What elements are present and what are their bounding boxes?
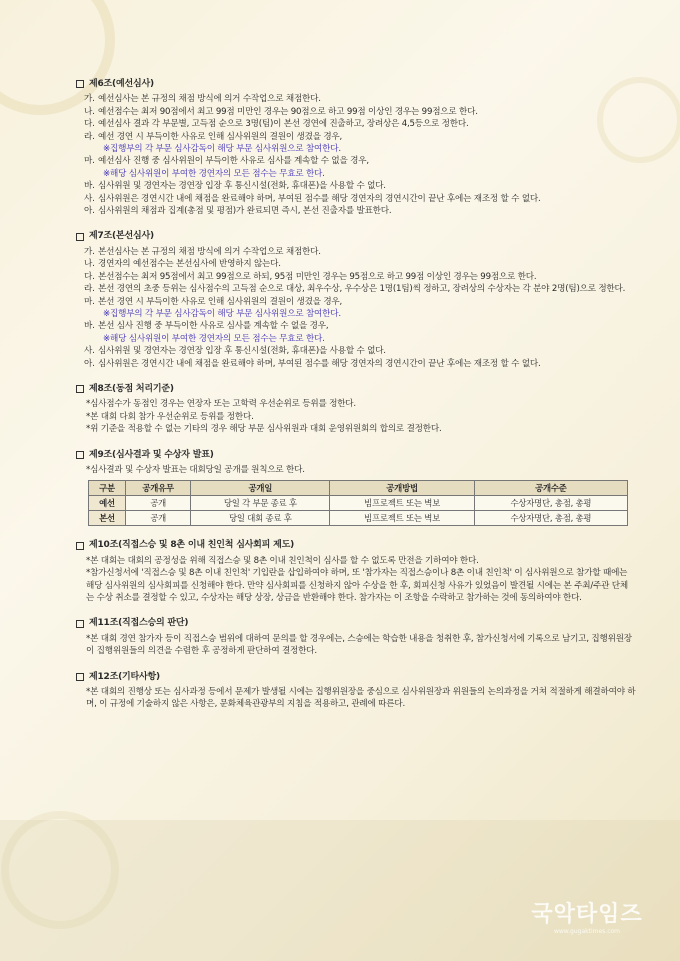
section-title: [76, 449, 636, 461]
note-text: ※해당 심사위원이 부여한 경연자의 모든 점수는 무효로 한다.: [103, 168, 325, 179]
table-cell: 수상자명단, 총점, 총평: [474, 511, 627, 526]
list-item: [76, 193, 636, 205]
section: [76, 78, 636, 217]
list-item-text: 심사위원 및 경연자는 경연장 입장 후 통신시설(전화, 휴대폰)을 사용할 수 없다.: [98, 181, 386, 192]
list-item: [76, 320, 636, 332]
list-item-text: 심사위원 및 경연자는 경연장 입장 후 통신시설(전화, 휴대폰)을 사용할 수 없다.: [98, 346, 386, 357]
list-marker: 가.: [84, 246, 95, 257]
list-marker: 아.: [84, 206, 95, 217]
checkbox-square-icon: [76, 385, 84, 393]
table-header-cell: 공개일: [191, 481, 330, 496]
list-item-text: 본선 경연 시 부득이한 사유로 인해 심사위원의 결원이 생겼을 경우,: [98, 296, 343, 307]
table-header-cell: 공개방법: [330, 481, 474, 496]
list-item: [76, 345, 636, 357]
list-marker: 마.: [84, 156, 95, 167]
table-row: [89, 496, 628, 511]
section: [76, 671, 636, 711]
list-marker: 사.: [84, 346, 95, 357]
table-row: [89, 511, 628, 526]
watermark-name: 국악타임즈: [531, 902, 643, 927]
table-header-cell: 공개유무: [126, 481, 191, 496]
table-cell: 공개: [126, 511, 191, 526]
clause-text: *심사점수가 동점인 경우는 연장자 또는 고학력 우선순위로 등위를 정한다.: [86, 399, 356, 410]
list-marker: 다.: [84, 119, 95, 130]
section: [76, 539, 636, 604]
regulation-body: [76, 78, 636, 724]
section-title-text: 제10조(직접스승 및 8촌 이내 친인척 심사회피 제도): [89, 540, 295, 551]
note-text: ※집행부의 각 부문 심사감독이 해당 부문 심사위원으로 참여한다.: [103, 308, 341, 319]
list-item-text: 심사위원은 경연시간 내에 채점을 완료해야 하며, 부여된 점수를 해당 경연자의 경연시간이 끝난 후에는 재조정 할 수 없다.: [98, 193, 541, 204]
list-item: [76, 258, 636, 270]
list-item: [76, 271, 636, 283]
list-item-text: 예선심사 진행 중 심사위원이 부득이한 사유로 심사를 계속할 수 없을 경우,: [98, 156, 369, 167]
section-title-text: 제8조(동점 처리기준): [89, 383, 174, 394]
checkbox-square-icon: [76, 451, 84, 459]
checkbox-square-icon: [76, 620, 84, 628]
list-marker: 라.: [84, 284, 95, 295]
section-title: [76, 671, 636, 683]
list-item-text: 예선심사 결과 각 부문별, 고득점 순으로 3명(팀)이 본선 경연에 진출하고, 장려상은 4,5등으로 정한다.: [98, 119, 469, 130]
section-title: [76, 230, 636, 242]
list-item-text: 본선심사는 본 규정의 채점 방식에 의거 수작업으로 채점한다.: [98, 246, 321, 257]
table-cell: 본선: [89, 511, 126, 526]
section: [76, 230, 636, 369]
checkbox-square-icon: [76, 80, 84, 88]
watermark-url: www.gugaktimes.com: [553, 928, 621, 935]
clause-text: *본 대회 경연 참가자 등이 직접스승 범위에 대하여 문의를 할 경우에는, 스승에는 학습한 내용을 청취한 후, 참가신청서에 기록으로 남기고, 집행위원장이 집행위원들의 의견을 수렴한 후 공정하게 판단하여 결정한다.: [86, 633, 632, 657]
section-title-text: 제9조(심사결과 및 수상자 발표): [89, 449, 214, 460]
section-title-text: 제7조(본선심사): [89, 231, 154, 242]
list-item: [76, 131, 636, 143]
list-item-text: 본선점수는 최저 95점에서 최고 99점으로 하되, 95점 미만인 경우는 95점으로 하고 99점 이상인 경우는 99점으로 한다.: [98, 271, 537, 282]
watermark-logo: [512, 897, 662, 935]
section-title: [76, 617, 636, 629]
clause-text: *본 대회는 대회의 공정성을 위해 직접스승 및 8촌 이내 친인척이 심사를 할 수 없도록 만전을 기하여야 한다.: [86, 555, 479, 566]
list-marker: 바.: [84, 181, 95, 192]
table-cell: 빔프로젝트 또는 벽보: [330, 496, 474, 511]
list-item: [76, 205, 636, 217]
disclosure-table: [88, 480, 628, 526]
list-item: [76, 106, 636, 118]
list-item: [76, 118, 636, 130]
list-marker: 마.: [84, 296, 95, 307]
list-item-text: 예선심사는 본 규정의 채점 방식에 의거 수작업으로 채점한다.: [98, 94, 321, 105]
list-item-text: 본선 경연의 초중 등위는 심사점수의 고득점 순으로 대상, 최우수상, 우수상은 1명(1팀)씩 정하고, 장려상의 수상자는 각 분야 2명(팀)으로 정한다.: [98, 284, 626, 295]
table-header-cell: 구분: [89, 481, 126, 496]
clause-text: *위 기준을 적용할 수 없는 기타의 경우 해당 부문 심사위원과 대회 운영위원회의 합의로 결정한다.: [86, 424, 442, 435]
table-header-cell: 공개수준: [474, 481, 627, 496]
section-title: [76, 539, 636, 551]
list-marker: 아.: [84, 358, 95, 369]
note-text: ※집행부의 각 부문 심사감독이 해당 부문 심사위원으로 참여한다.: [103, 144, 341, 155]
list-marker: 바.: [84, 321, 95, 332]
clause-text: *참가신청서에 '직접스승 및 8촌 이내 친인척' 기입란을 삽입하여야 하며, 또 '참가자는 직접스승이나 8촌 이내 친인척' 이 심사위원으로 참가할 때에는 해당 심사위원의 심사회피를 신청해야 한다. 만약 심사회피를 신청하지 않아 수상을 한 후, 회피신청 사유가 있었음이 발견될 시에는 본 주최/주관 단체는 수상 취소를 결정할 수 있고, 수상자는 해당 상장, 상금을 반환해야 한다. 참가자는 이 조항을 수락하고 참가하는 것에 동의하여야 한다.: [86, 568, 628, 603]
list-item-text: 심사위원은 경연시간 내에 채점을 완료해야 하며, 부여된 점수를 해당 경연자의 경연시간이 끝난 후에는 재조정 할 수 없다.: [98, 358, 541, 369]
note-text: ※해당 심사위원이 부여한 경연자의 모든 점수는 무효로 한다.: [103, 333, 325, 344]
section: [76, 617, 636, 657]
table-cell: 공개: [126, 496, 191, 511]
list-item-text: 본선 심사 진행 중 부득이한 사유로 심사를 계속할 수 없을 경우,: [98, 321, 329, 332]
section: [76, 383, 636, 436]
list-item: [76, 155, 636, 167]
list-marker: 나.: [84, 259, 95, 270]
clause-text: *심사결과 및 수상자 발표는 대회당일 공개를 원칙으로 한다.: [86, 464, 305, 475]
section-title: [76, 78, 636, 90]
list-item-text: 심사위원의 채점과 집계(총점 및 평점)가 완료되면 즉시, 본선 진출자를 발표한다.: [98, 206, 392, 217]
list-marker: 다.: [84, 271, 95, 282]
section-title-text: 제12조(기타사항): [89, 671, 160, 682]
list-marker: 라.: [84, 131, 95, 142]
list-item-text: 예선 경연 시 부득이한 사유로 인해 심사위원의 결원이 생겼을 경우,: [98, 131, 343, 142]
list-item: [76, 246, 636, 258]
list-marker: 사.: [84, 193, 95, 204]
table-cell: 당일 각 부문 종료 후: [191, 496, 330, 511]
list-item: [76, 296, 636, 308]
section-title-text: 제6조(예선심사): [89, 79, 154, 89]
list-item-text: 예선점수는 최저 90점에서 최고 99점 미만인 경우는 90점으로 하고 99점 이상인 경우는 99점으로 한다.: [98, 106, 478, 117]
section-title-text: 제11조(직접스승의 판단): [89, 618, 189, 629]
table-cell: 빔프로젝트 또는 벽보: [330, 511, 474, 526]
table-cell: 수상자명단, 총점, 총평: [474, 496, 627, 511]
list-item-text: 경연자의 예선점수는 본선심사에 반영하지 않는다.: [98, 259, 281, 270]
table-cell: 예선: [89, 496, 126, 511]
checkbox-square-icon: [76, 542, 84, 550]
clause-text: *본 대회의 진행상 또는 심사과정 등에서 문제가 발생될 시에는 집행위원장을 중심으로 심사위원장과 위원들의 논의과정을 거쳐 적절하게 해결하여야 하며, 이 규정에 기술하지 않은 사항은, 문화체육관광부의 지침을 적용하고, 관례에 따른다.: [86, 687, 636, 710]
list-item: [76, 358, 636, 370]
checkbox-square-icon: [76, 673, 84, 681]
clause-text: *본 대회 다회 참가 우선순위로 등위를 정한다.: [86, 411, 254, 422]
list-marker: 나.: [84, 106, 95, 117]
list-marker: 가.: [84, 94, 95, 105]
section: [76, 449, 636, 527]
checkbox-square-icon: [76, 233, 84, 241]
section-title: [76, 383, 636, 395]
list-item: [76, 180, 636, 192]
list-item: [76, 93, 636, 105]
list-item: [76, 283, 636, 295]
table-cell: 당일 대회 종료 후: [191, 511, 330, 526]
